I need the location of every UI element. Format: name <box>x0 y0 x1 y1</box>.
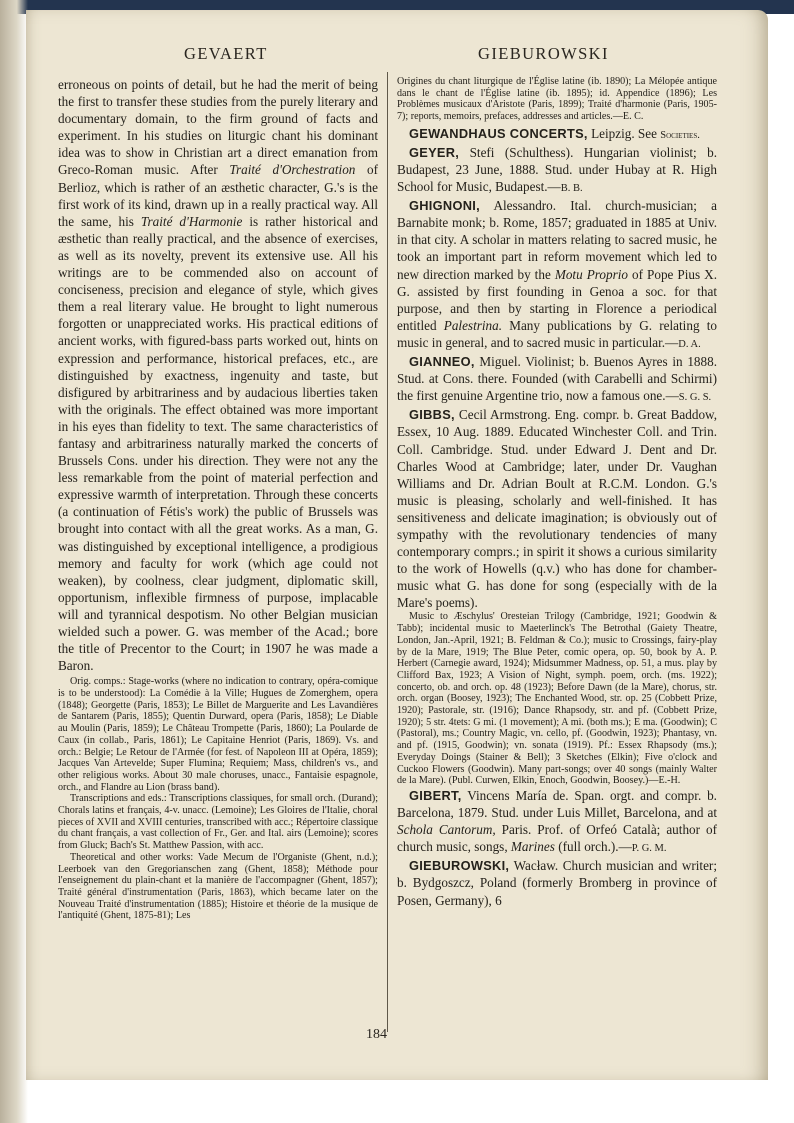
text-run: Hungarian violinist; b. Budapest, 23 June, 1888. Stud. under Hubay at R. High School for Music, Budapest.— <box>397 144 718 195</box>
text-run: (full orch.).— <box>554 839 632 855</box>
right-column <box>397 76 717 909</box>
entry-headword: GIEBUROWSKI, <box>409 858 510 874</box>
gibbs-works-list: Music to Æschylus' Oresteian Trilogy (Cambridge, 1921; Goodwin & Tabb); incidental music to Maeterlinck's The Betrothal (Gaiety Theatre, London, Jan.-April, 1921; B. Feldman & Co.); music to Crossings, fairy-play by de la Mare, 1919; The Blue Peter, comic opera, op. 50, book by A. P. Herbert (Carnegie award, 1924); Midsummer Madness, op. 51, a mus. play by Clifford Bax, 1923; A Vision of Night, symph. poem, orch. (ms. 1922); concerto, ob. and orch. op. 48 (1923); Before Dawn (de la Mare), chorus, str. orch. organ (Boosey, 1923); The Enchanted Wood, str. op. 25 (Cobbett Prize, 1920); Pastorale, str. (1916); Dance Rhapsody, str. and pf. (Cobbett Prize, 1920); 5 str. 4tets: G mi. (1 movement); A mi. (both ms.); E ma. (Goodwin); C (Pastoral), ms.; Country Magic, vn. cello, pf. (Goodwin, 1923); Phantasy, vn. and pf. (1915, Goodwin); vn. sonata (1919). Pf.: Essex Rhapsody (ms.); Everyday Doings (Stainer & Bell); 3 Sketches (Elkin); Five o'clock and Cuckoo Flowers (Goodwin). Many part-songs; over 40 songs (mainly Walter de la Mare). (Publ. Curwen, Elkin, Enoch, Goodwin, Boosey.)—E.-H. <box>397 611 717 787</box>
running-head-left: GEVAERT <box>184 44 268 63</box>
text-run: Ital. church-musician; a Barnabite monk; b. Rome, 1857; graduated in 1885 at Univ. in that city. A scholar in matters relating to sacred music, he took an important part in reform movement which led to new direction marked by the <box>397 198 717 282</box>
entry-gewandhaus <box>397 125 717 144</box>
entry-geyer <box>397 144 717 197</box>
entry-name: Wacław. <box>509 858 559 874</box>
text-run: erroneous on points of detail, but he had the merit of being the first to transfer these studies from the purely literary and documentary domain, to the firm ground of facts and experiment. In his studies on liturgic chant his dominant idea was to show in Christian art a direct emanation from Greco-Roman music. After <box>58 77 378 178</box>
left-column <box>58 76 378 922</box>
original-compositions-list: Orig. comps.: Stage-works (where no indication to contrary, opéra-comique is to be understood): La Comédie à la Ville; Hugues de Zomerghem, opera (1848); Georgette (Paris, 1853); Le Billet de Marguerite and Les Lavandières de Santarem (Paris, 1855); Quentin Durward, opera (Paris, 1858); Le Diable au Moulin (Paris, 1859); Le Château Trompette (Paris, 1860); La Poularde de Caux (in collab., Paris, 1861); Le Capitaine Henriot (Paris, 1869). Vs. and orch.: Belgie; Le Retour de l'Armée (for fest. of Napoleon III at Opéra, 1859); Jacques Van Artevelde; Super Flumina; Requiem; Mass, children's vs., and other religious works. About 30 male choruses, unacc., Fantaisie espagnole, orch., and Flandre au Lion (brass band). <box>58 676 378 793</box>
entry-name: Alessandro. <box>479 198 557 214</box>
text-run: Paris. Prof. of Orfeó Català; author of church music, songs, <box>397 822 717 855</box>
book-gutter-shadow <box>0 0 28 1123</box>
text-run: Church musician and writer; b. Bydgoszcz, Poland (formerly Bromberg in province of Posen, Germany), 6 <box>397 858 717 908</box>
entry-name: Stefi (Schulthess). <box>459 144 574 160</box>
text-run: of Berlioz, which is rather of an æsthetic character, G.'s is the first work of its kind, drawn up in a really practical way. All the same, his <box>58 162 378 229</box>
entry-headword: GHIGNONI, <box>409 198 480 214</box>
author-signature: S. G. S. <box>678 392 712 404</box>
theoretical-works-list: Theoretical and other works: Vade Mecum de l'Organiste (Ghent, n.d.); Leerboek van den Gregorianschen zang (Ghent, 1858); Méthode pour l'enseignement du plain-chant et la manière de l'accompagner (Ghent, 1857); Traité général d'instrumentation (Paris, 1863), which became later on the Nouveau Traité d'instrumentation (1885); Histoire et théorie de la musique de l'antiquité (Ghent, 1875-81); Les <box>58 851 378 922</box>
gevaert-article-text <box>58 76 378 674</box>
gevaert-works-continued: Origines du chant liturgique de l'Église latine (ib. 1890); La Mélopée antique dans le chant de l'Église latine (ib. 1895); id. Appendice (1896); Les Problèmes musicaux d'Aristote (Paris, 1899); Traité d'harmonie (Paris, 1905-7); reports, memoirs, prefaces, addresses and articles.—E. C. <box>397 76 717 123</box>
text-run: Eng. compr. b. Great Baddow, Essex, 10 Aug. 1889. Educated Winchester Coll. and Trin. Coll. Cambridge. Stud. under Edward J. Dent and Dr. Charles Wood at Cambridge; later, under Dr. Vaughan Williams and Dr. Adrian Boult at R.C.M. London. G.'s music is pleasing, scholarly and well-finished. It has sensitiveness and delicate imagination; is obviously out of sympathy with the revolutionary tendencies of many contemporary comprs.; in spirit it shows a curious similarity to the work of Howells (q.v.) who has done for chamber-music what G. has done for song (especially with de la Mare's poems). <box>397 407 718 611</box>
entry-gibert <box>397 787 717 857</box>
entry-name: Miguel. <box>474 354 521 370</box>
entry-gieburowski <box>397 857 717 908</box>
entry-name: Vincens María de. <box>461 787 569 803</box>
cross-reference: Societies. <box>660 129 700 141</box>
italic-title: Traité d'Harmonie <box>140 213 243 229</box>
entry-headword: GIBBS, <box>409 407 455 423</box>
running-head-right: GIEBUROWSKI <box>478 44 609 63</box>
entry-headword: GEWANDHAUS CONCERTS, <box>409 125 588 141</box>
column-divider <box>387 72 388 1032</box>
italic-title: Traité d'Orchestration <box>229 162 356 178</box>
entry-headword: GIBERT, <box>409 787 462 803</box>
entry-gianneo <box>397 353 717 406</box>
italic-title: Marines <box>510 839 555 855</box>
entry-headword: GEYER, <box>409 144 460 160</box>
transcriptions-list: Transcriptions and eds.: Transcriptions classiques, for small orch. (Durand); Chorals latins et français, 4-v. unacc. (Lemoine); Les Gloires de l'Italie, choral pieces of XVII and XVIII centuries, transcribed with acc.; Répertoire classique du chant français, a vast collection of Fr., Ger. and Ital. airs (Lemoine); scores from Gluck; Bach's St. Matthew Passion, with acc. <box>58 793 378 852</box>
author-signature: D. A. <box>678 338 701 350</box>
italic-title: Schola Cantorum, <box>397 822 496 838</box>
text-run: Leipzig. See <box>587 125 661 141</box>
text-run: Violinist; b. Buenos Ayres in 1888. Stud. at Cons. there. Founded (with Carabelli and Schirmi) the first genuine Argentine trio, now a famous one.— <box>397 354 717 404</box>
entry-ghignoni <box>397 197 717 353</box>
author-signature: P. G. M. <box>631 843 667 855</box>
italic-title: Palestrina. <box>443 317 503 333</box>
text-run: of Pope Pius X. G. assisted by first founding in Genoa a soc. for that purpose, and then by starting in Florence a periodical entitled <box>397 266 717 333</box>
author-signature: B. B. <box>560 183 583 195</box>
entry-headword: GIANNEO, <box>409 354 475 370</box>
entry-gibbs <box>397 406 717 611</box>
text-run: Many publications by G. relating to music in general, and to sacred music in particular.— <box>397 317 717 350</box>
text-run: Span. orgt. and compr. b. Barcelona, 1879. Stud. under Luis Millet, Barcelona, and at <box>397 787 717 821</box>
italic-title: Motu Proprio <box>554 266 628 282</box>
entry-name: Cecil Armstrong. <box>454 407 551 423</box>
text-run: is rather historical and æsthetic than really practical, and the absence of exercises, as well as its novelty, prevent its extensive use. All his writings are to be commended also on account of conciseness, precision and elegance of style, which gives them a real literary value. He brought to light numerous forgotten or unappreciated works. His practical editions of ancient works, with figured-bass parts worked out, hints on expression and performance, historical prefaces, etc., are distinguished by exactness, ingenuity and taste, but disfigured by arbitrariness and by audacious liberties taken with the originals. The effect obtained was more important in his eyes than fidelity to text. The same characteristics of fantasy and arbitrariness naturally marked the concerts of Brussels Cons. under his direction. They were not any the less remarkable from the point of material perfection and expressive warmth of interpretation. Through these concerts (a continuation of Fétis's work) the public of Brussels was brought into contact with all the great works. As a man, G. was distinguished by exceptional intelligence, a prodigious memory and faculty for work (which age could not weaken), by coolness, clear judgment, diplomatic skill, opportunism, inflexible firmness of purpose, implacable will and tyrannical despotism. No other Belgian musician wielded such a power. G. was member of the Acad.; bore the title of Precentor to the Court; in 1907 he was made a Baron. <box>58 213 378 674</box>
page-number: 184 <box>366 1027 387 1042</box>
